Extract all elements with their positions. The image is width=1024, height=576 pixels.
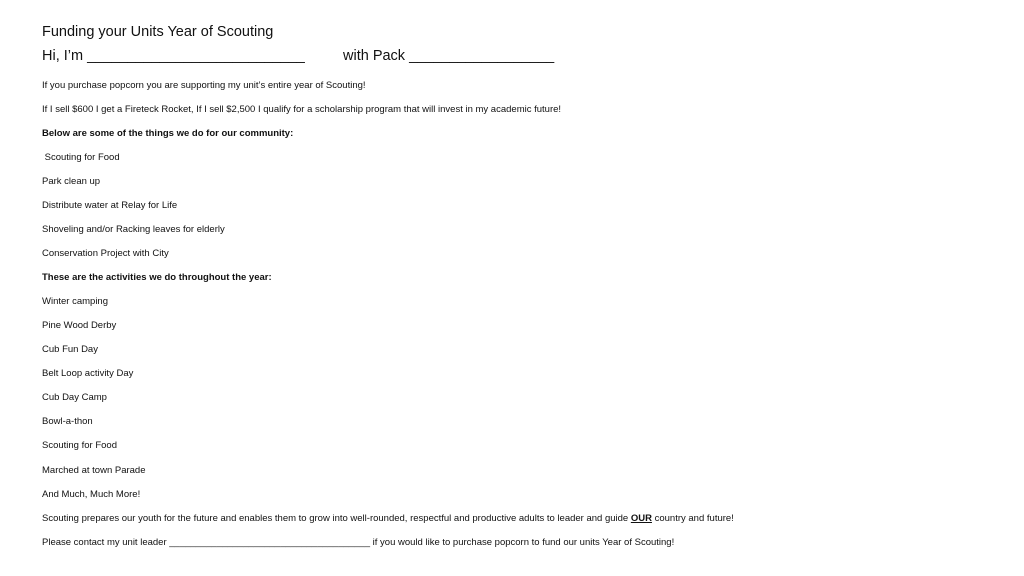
activity-item: Scouting for Food xyxy=(42,440,117,451)
activity-item: Marched at town Parade xyxy=(42,465,146,476)
activities-heading: These are the activities we do throughout the year: xyxy=(42,272,272,283)
activity-item: Pine Wood Derby xyxy=(42,320,117,331)
activity-item: Winter camping xyxy=(42,296,108,307)
community-item: Conservation Project with City xyxy=(42,248,169,259)
flyer-title: Funding your Units Year of Scouting xyxy=(42,24,274,40)
closing-text xyxy=(42,514,734,524)
activity-item: And Much, Much More! xyxy=(42,489,141,500)
activity-item: Belt Loop activity Day xyxy=(42,368,134,379)
closing-after: country and future! xyxy=(651,513,734,524)
activity-item: Cub Fun Day xyxy=(42,344,98,355)
intro-text: If you purchase popcorn you are supporting my unit’s entire year of Scouting! xyxy=(42,80,366,91)
community-item: Shoveling and/or Racking leaves for elderly xyxy=(42,224,225,235)
greeting-line: Hi, I’m ___________________________ xyxy=(42,48,305,64)
community-item: Scouting for Food xyxy=(42,152,120,163)
goal-text: If I sell $600 I get a Fireteck Rocket, If I sell $2,500 I qualify for a scholarship program that will invest in my academic future! xyxy=(42,104,562,115)
community-heading: Below are some of the things we do for our community: xyxy=(42,128,294,139)
community-item: Distribute water at Relay for Life xyxy=(42,200,178,211)
pack-line: with Pack __________________ xyxy=(343,48,555,64)
community-item: Park clean up xyxy=(42,176,101,187)
closing-emphasis: OUR xyxy=(630,513,652,524)
closing-before: Scouting prepares our youth for the future and enables them to grow into well-rounded, respectful and productive adults to leader and guide xyxy=(42,513,631,524)
activity-item: Bowl-a-thon xyxy=(42,416,93,427)
contact-text: Please contact my unit leader ______________________________________ if you would like to purchase popcorn to fund our units Year of Scouting! xyxy=(42,537,675,548)
activity-item: Cub Day Camp xyxy=(42,392,107,403)
